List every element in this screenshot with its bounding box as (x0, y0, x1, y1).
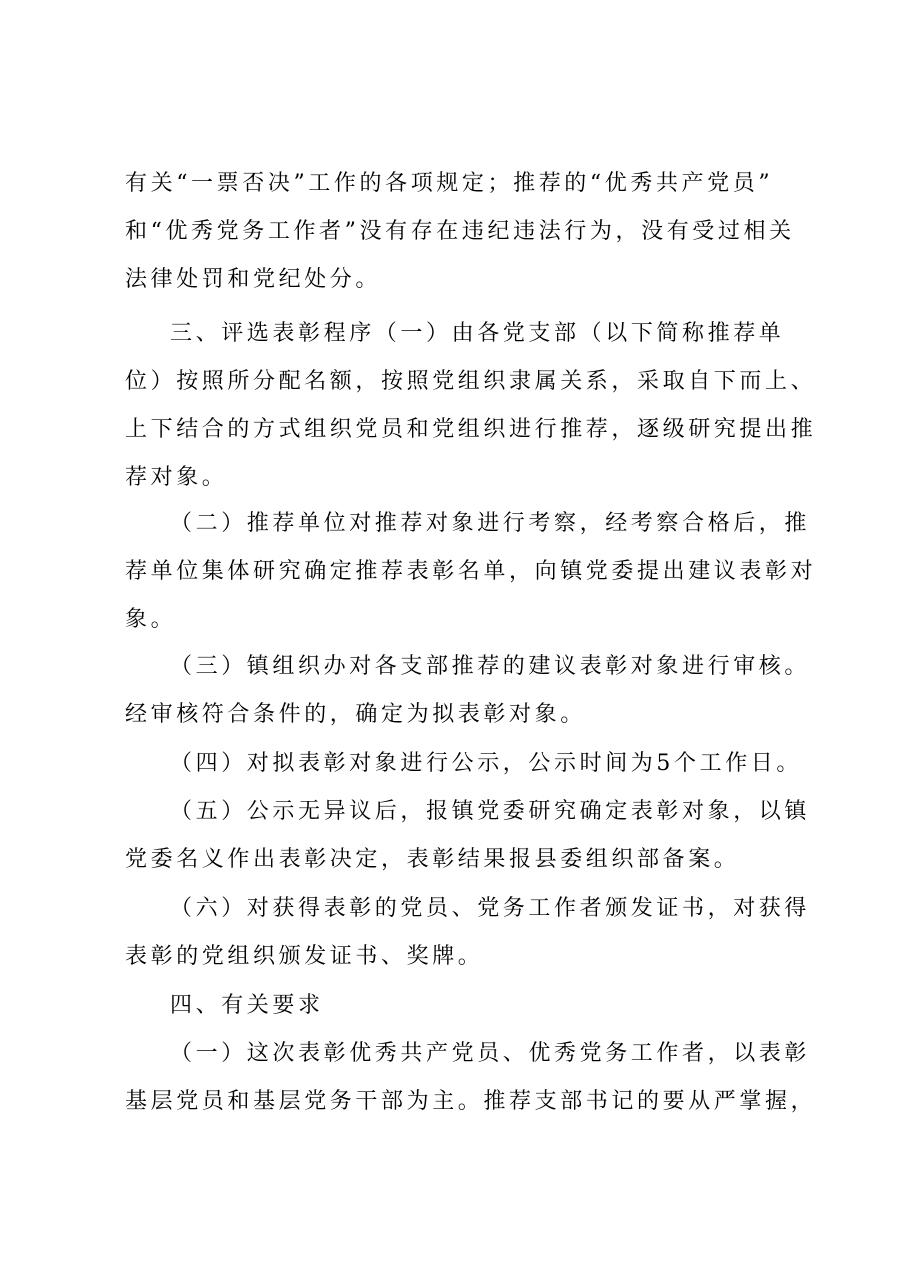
paragraph-step-two (125, 500, 817, 644)
paragraph-step-six (125, 885, 811, 981)
paragraph-section-three-heading (125, 310, 817, 502)
text-line: （四）对拟表彰对象进行公示，公示时间为5个工作日。 (170, 751, 802, 776)
text-line: 基层党员和基层党务干部为主。推荐支部书记的要从严掌握， (125, 1089, 817, 1114)
paragraph-step-three (125, 643, 811, 739)
text-line: 法律处罚和党纪处分。 (125, 267, 382, 292)
paragraph-step-four (125, 740, 800, 788)
text-line: （一）这次表彰优秀共产党员、优秀党务工作者，以表彰 (170, 1041, 811, 1066)
text-line: 上下结合的方式组织党员和党组织进行推荐，逐级研究提出推 (125, 417, 817, 442)
text-line: （三）镇组织办对各支部推荐的建议表彰对象进行审核。 (170, 654, 811, 679)
text-line: 象。 (125, 607, 177, 632)
text-line: （二）推荐单位对推荐对象进行考察，经考察合格后，推 (170, 511, 811, 536)
text-line: （五）公示无异议后，报镇党委研究确定表彰对象，以镇 (170, 799, 811, 824)
text-line: 三、评选表彰程序（一）由各党支部（以下简称推荐单 (170, 321, 785, 346)
text-line: 四、有关要求 (170, 993, 324, 1018)
text-line: 位）按照所分配名额，按照党组织隶属关系，采取自下而上、 (125, 369, 817, 394)
text-line: 荐单位集体研究确定推荐表彰名单，向镇党委提出建议表彰对 (125, 559, 817, 584)
section-four-heading (125, 982, 800, 1030)
text-line: 和“优秀党务工作者”没有存在违纪违法行为，没有受过相关 (125, 219, 795, 244)
text-line: 荐对象。 (125, 465, 228, 490)
text-line: 有关“一票否决”工作的各项规定；推荐的“优秀共产党员” (125, 171, 774, 196)
text-line: （六）对获得表彰的党员、党务工作者颁发证书，对获得 (170, 896, 811, 921)
text-line: 党委名义作出表彰决定，表彰结果报县委组织部备案。 (125, 847, 740, 872)
paragraph-veto-rules (125, 160, 800, 304)
paragraph-requirement-one (125, 1030, 817, 1126)
paragraph-step-five (125, 788, 811, 884)
text-line: 表彰的党组织颁发证书、奖牌。 (125, 944, 484, 969)
text-line: 经审核符合条件的，确定为拟表彰对象。 (125, 702, 586, 727)
